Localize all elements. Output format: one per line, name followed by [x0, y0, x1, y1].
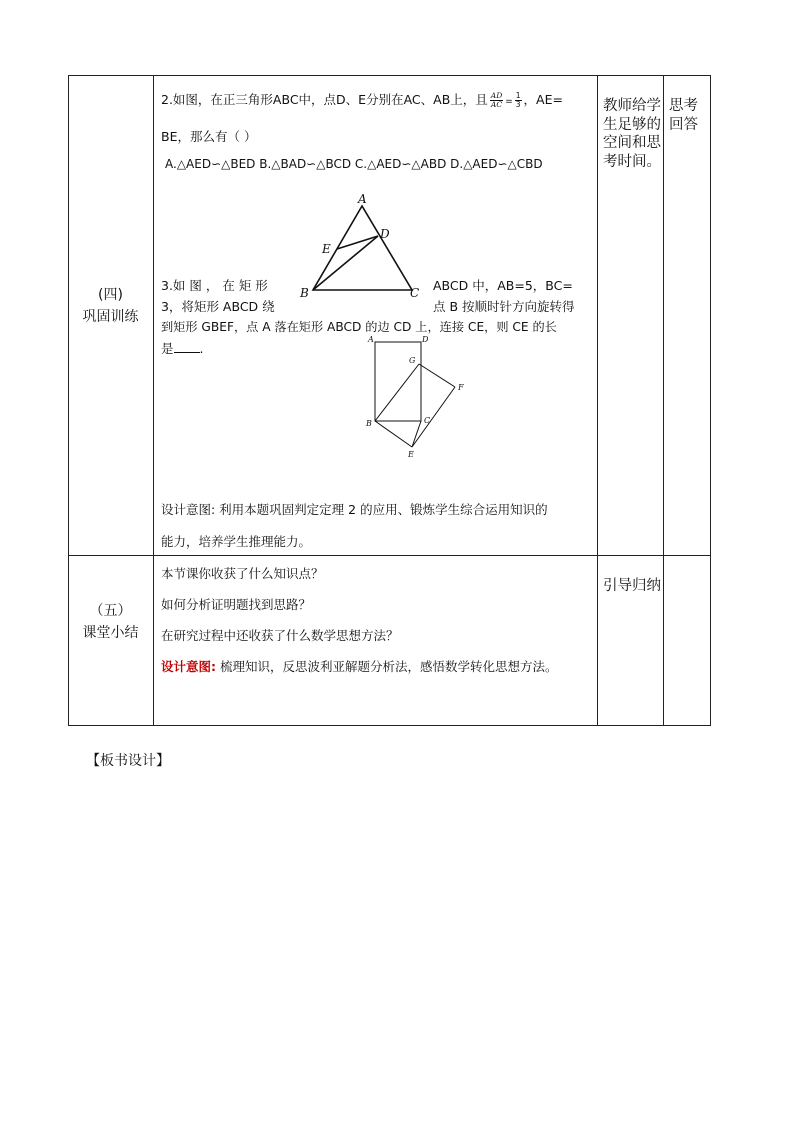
design-intent-line2: 能力，培养学生推理能力。: [161, 534, 312, 549]
fig2-label-e: E: [408, 450, 414, 459]
q2-fraction-left: $\frac{AD}{AC}$: [490, 91, 503, 109]
summary-line1: 本节课你收获了什么知识点？: [161, 566, 324, 581]
fig1-label-d: D: [380, 227, 390, 241]
q3-line2-right: 点 B 按顺时针方向旋转得: [433, 299, 575, 314]
fig2-label-c: C: [424, 416, 431, 425]
q2-fraction-right: $\frac{1}{3}$: [515, 91, 521, 109]
table-row-divider: [68, 555, 711, 556]
design-intent-label: 设计意图:: [161, 659, 216, 674]
summary-design-intent: [161, 657, 557, 675]
q2-text-a: 2.如图，在正三角形ABC中，点D、E分别在AC、AB上，且: [161, 92, 488, 107]
table-divider-1: [153, 75, 154, 726]
stage-name: 课堂小结: [82, 625, 139, 641]
design-intent-text: 梳理知识，反思波利亚解题分析法，感悟数学转化思想方法。: [216, 659, 558, 674]
stage-number: （五）: [89, 603, 132, 619]
fig1-label-e: E: [322, 242, 331, 256]
answer-blank: [174, 340, 200, 353]
fig2-label-d: D: [422, 335, 429, 344]
fig2-label-a: A: [368, 335, 374, 344]
q3-line3: 到矩形 GBEF，点 A 落在矩形 ABCD 的边 CD 上，连接 CE，则 CE 的长: [161, 320, 557, 334]
triangle-figure: [298, 193, 438, 298]
fig2-label-f: F: [458, 383, 464, 392]
table-border-right: [710, 75, 711, 726]
teacher-activity-5: 引导归纳: [603, 578, 661, 594]
table-divider-3: [663, 75, 664, 726]
q2-text-b: ，AE=: [523, 92, 563, 107]
stage-cell-5: [68, 600, 153, 644]
q3-line1-right: ABCD 中，AB=5，BC=: [433, 278, 573, 293]
q3-line2: 3，将矩形 ABCD 绕: [161, 299, 275, 314]
q2-fraction-eq: =: [505, 97, 513, 107]
stage-name: 巩固训练: [82, 309, 139, 325]
fig2-label-g: G: [409, 356, 416, 365]
fig2-label-b: B: [366, 419, 372, 428]
teacher-activity: 教师给学生足够的空间和思考时间。: [603, 98, 661, 170]
rectangle-rotation-figure: [363, 334, 473, 462]
q3-line4: 是 .: [161, 341, 204, 356]
fig1-label-c: C: [410, 286, 420, 298]
table-divider-2: [597, 75, 598, 726]
stage-cell-4: [68, 284, 153, 328]
q2-line2: BE，那么有（ ）: [161, 129, 257, 144]
board-design-heading: 【板书设计】: [86, 753, 170, 769]
student-activity: 思考回答: [669, 98, 698, 133]
design-intent-line1: 设计意图: 利用本题巩固判定定理 2 的应用、锻炼学生综合运用知识的: [161, 502, 548, 517]
table-border-bottom: [68, 725, 711, 726]
fig1-label-a: A: [358, 193, 367, 206]
summary-line3: 在研究过程中还收获了什么数学思想方法？: [161, 628, 399, 643]
table-border-top: [68, 75, 711, 76]
fig1-label-b: B: [300, 286, 309, 298]
q3-line1-a: 3.如 图 ， 在 矩 形: [161, 278, 268, 293]
summary-line2: 如何分析证明题找到思路？: [161, 597, 312, 612]
q3-line1: [161, 276, 268, 294]
q2-line1: [161, 90, 563, 109]
lesson-table: [68, 75, 711, 726]
q2-options: A.△AED∽△BED B.△BAD∽△BCD C.△AED∽△ABD D.△AED∽△CBD: [165, 157, 543, 171]
stage-number: (四): [98, 287, 123, 303]
